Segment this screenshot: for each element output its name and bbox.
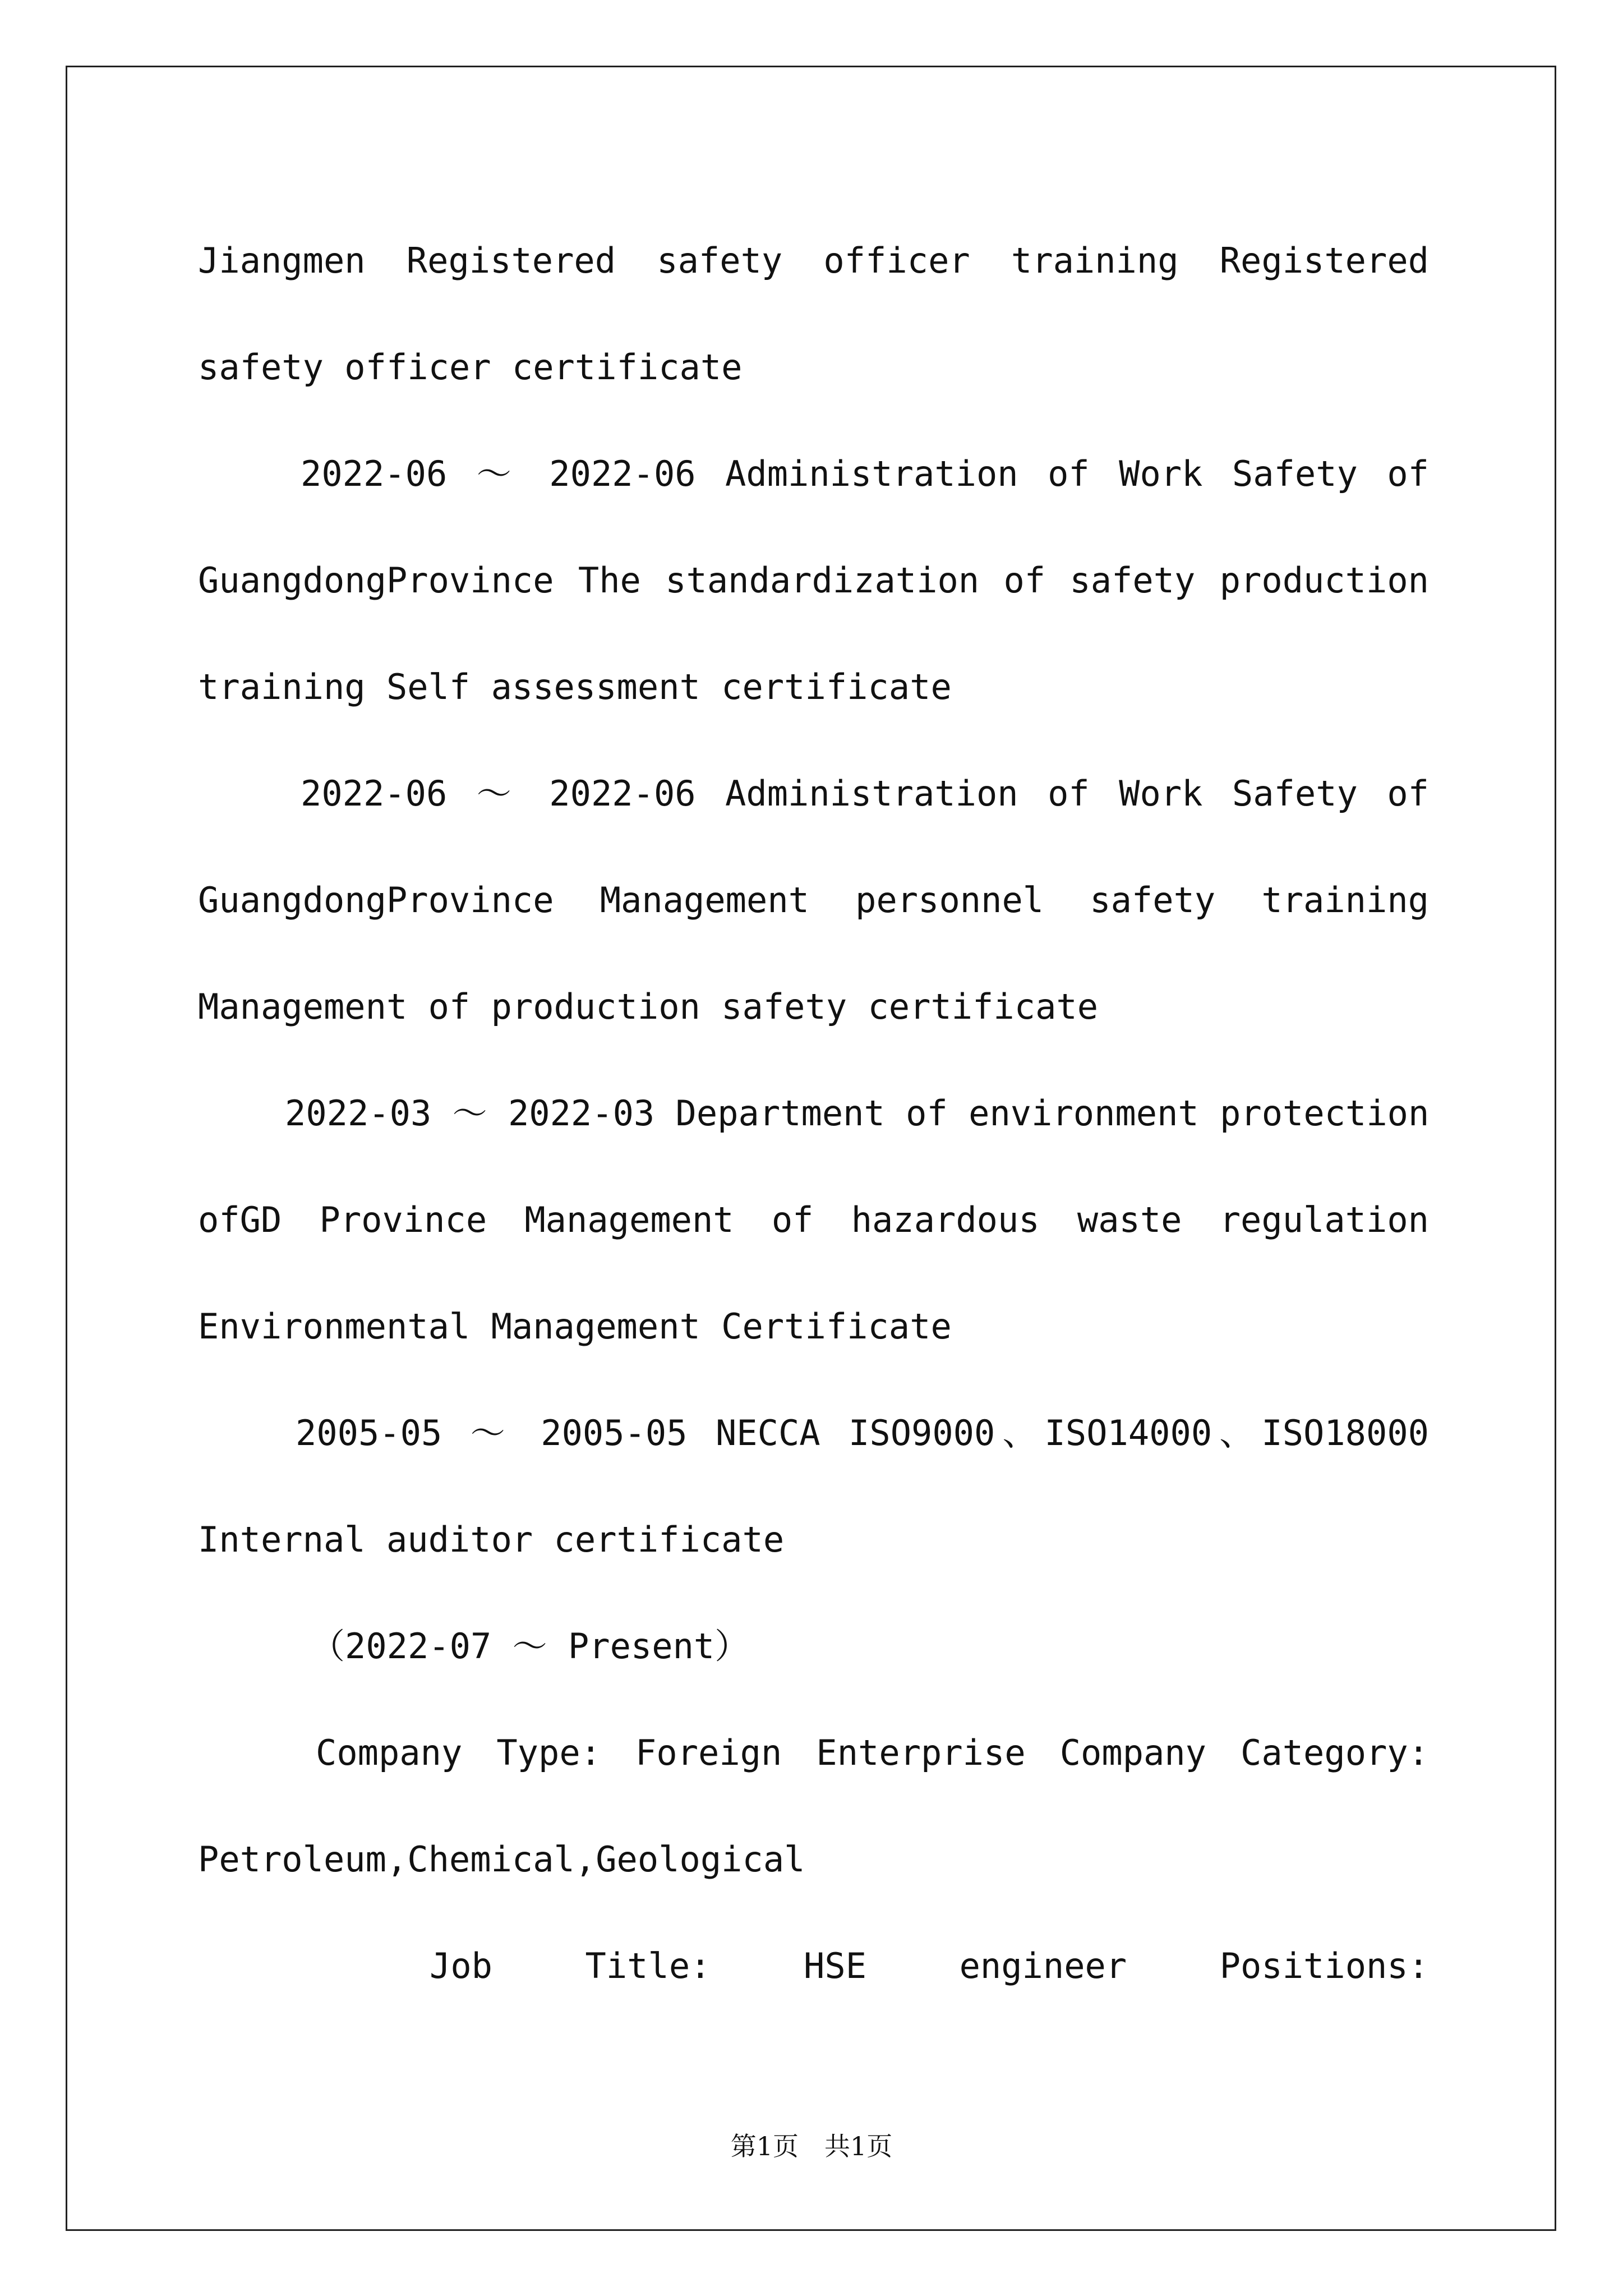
text-line: 2022-06 ～ 2022-06 Administration of Work Safety of [301, 453, 1429, 494]
page-number-footer: 第1页 共1页 [730, 2131, 893, 2161]
text-line: Job Title: HSE engineer Positions: [430, 1945, 1429, 1986]
text-line: Environmental Management Certificate [198, 1306, 952, 1347]
text-line: Jiangmen Registered safety officer training Registered [198, 240, 1429, 281]
text-line: safety officer certificate [198, 347, 743, 388]
text-line: Company Type: Foreign Enterprise Company Category: [316, 1732, 1429, 1773]
text-line: ofGD Province Management of hazardous waste regulation [198, 1199, 1429, 1240]
text-line: Petroleum,Chemical,Geological [198, 1839, 805, 1880]
text-line: （2022-07 ～ Present） [310, 1626, 750, 1667]
document-body [198, 208, 1429, 2019]
text-line: 2022-03 ～ 2022-03 Department of environment protection [285, 1093, 1430, 1134]
text-line: training Self assessment certificate [198, 666, 952, 707]
text-line: 2005-05 ～ 2005-05 NECCA ISO9000、ISO14000、ISO18000 [296, 1412, 1429, 1453]
text-line: 2022-06 ～ 2022-06 Administration of Work Safety of [301, 773, 1429, 814]
text-line: Management of production safety certificate [198, 986, 1099, 1027]
text-line: Internal auditor certificate [198, 1519, 785, 1560]
text-line: GuangdongProvince The standardization of safety production [198, 560, 1429, 601]
text-line: GuangdongProvince Management personnel safety training [198, 880, 1429, 921]
